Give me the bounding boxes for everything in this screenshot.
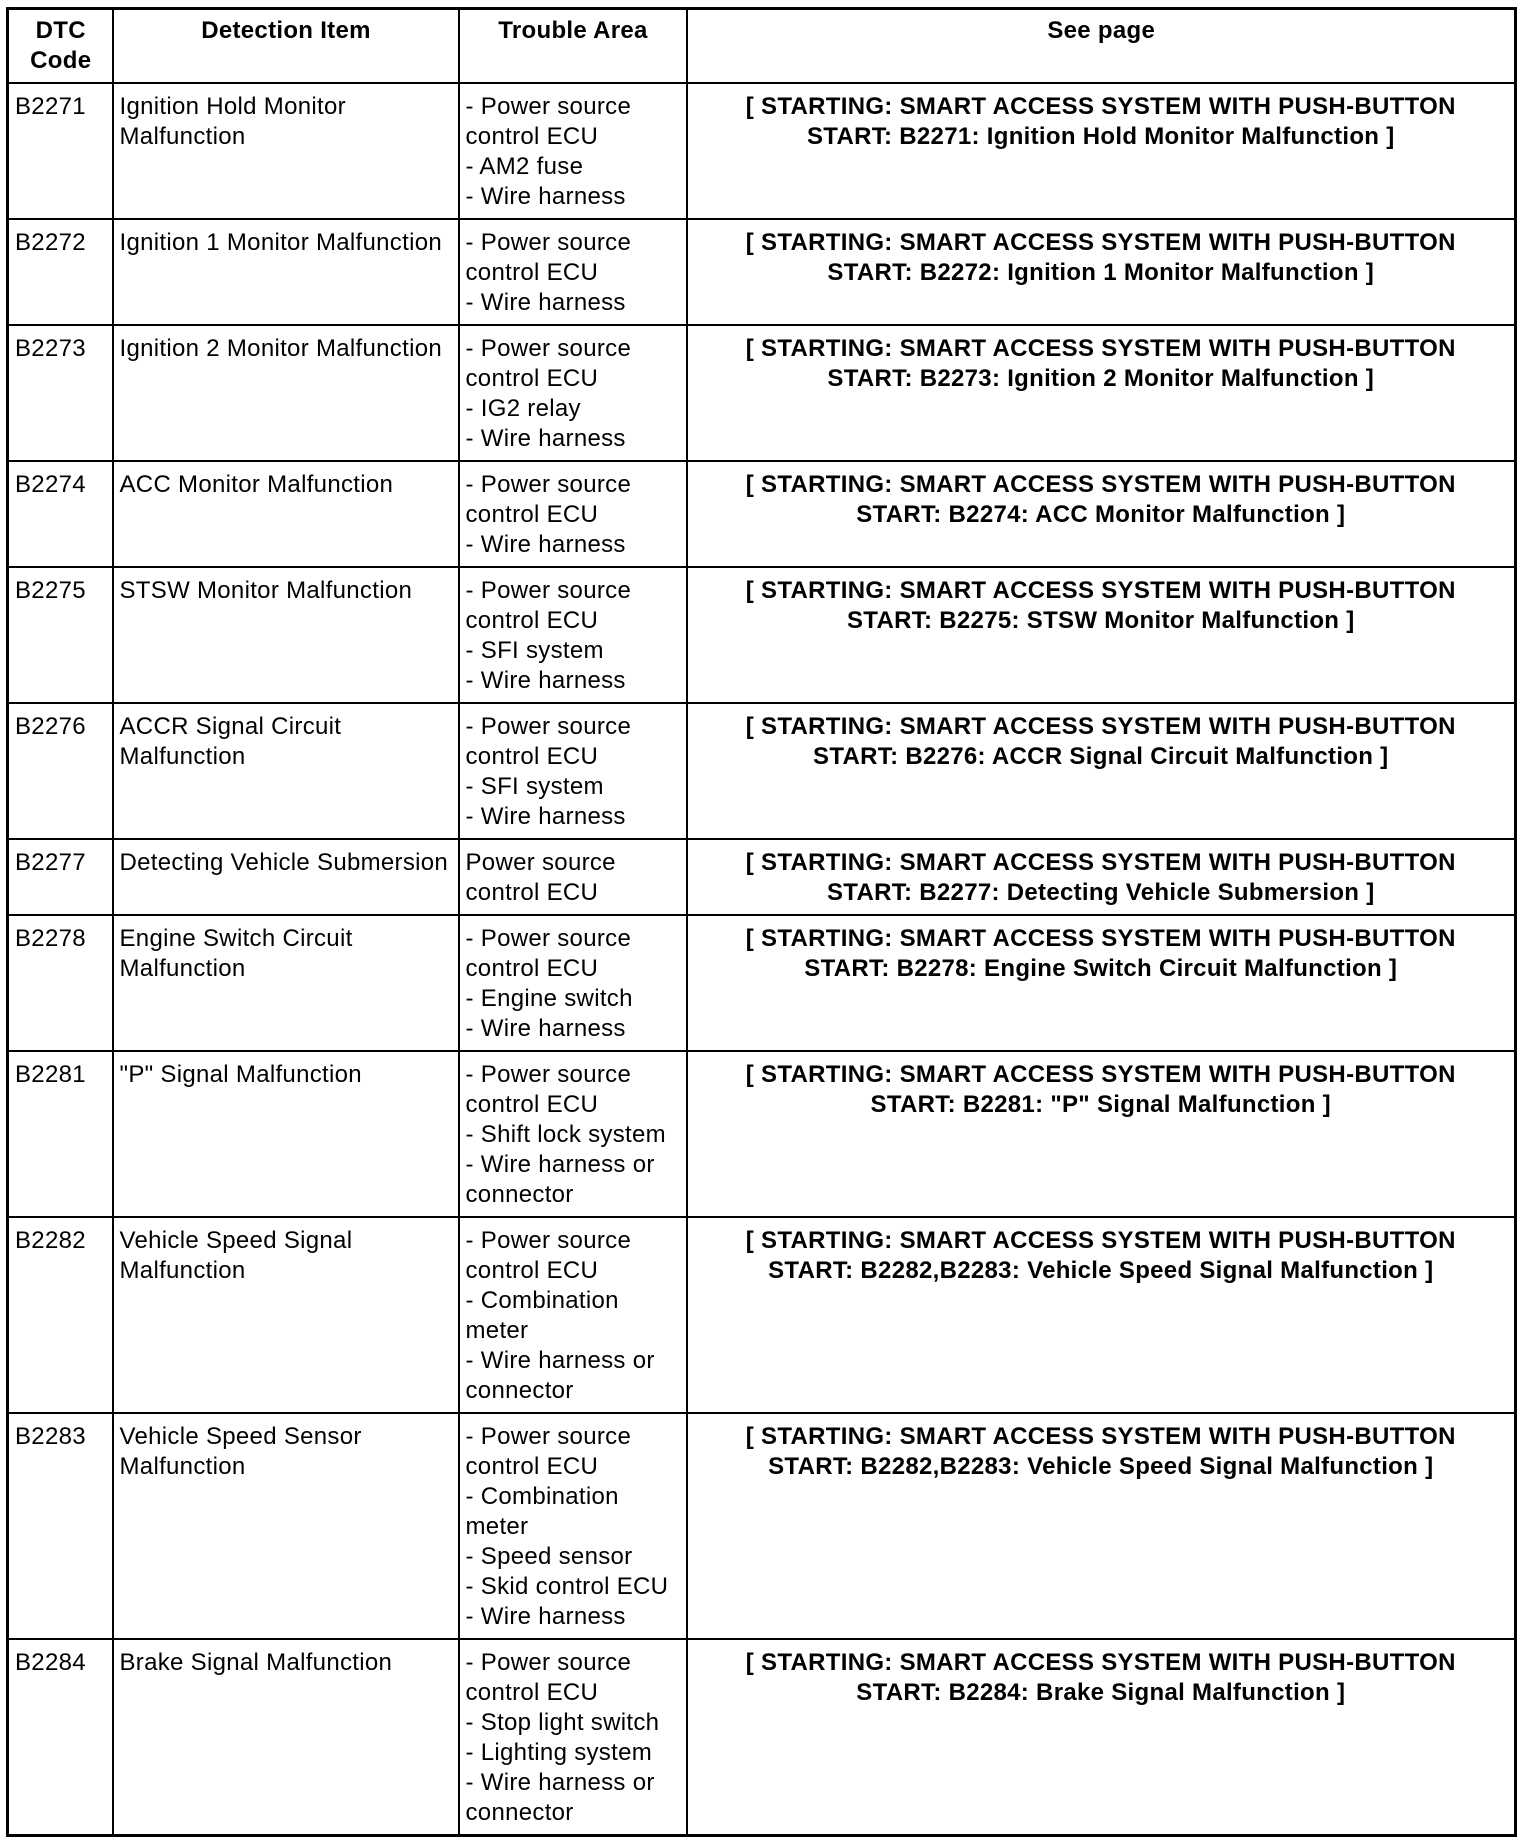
table-row: [8, 567, 1516, 703]
dtc-document: [6, 7, 1514, 1837]
see-page-link[interactable]: [ STARTING: SMART ACCESS SYSTEM WITH PUSH-BUTTON START: B2278: Engine Switch Circuit Malfunction ]: [687, 915, 1516, 1051]
trouble-area-cell: [459, 83, 687, 219]
dtc-code-cell: B2276: [8, 703, 113, 839]
table-row: [8, 83, 1516, 219]
dtc-code-cell: B2273: [8, 325, 113, 461]
trouble-area-entry: - Power source control ECU: [465, 1649, 639, 1706]
header-dtc-code: DTC Code: [8, 9, 113, 84]
trouble-area-cell: [459, 1217, 687, 1413]
dtc-code-cell: B2284: [8, 1639, 113, 1836]
detection-item-cell: "P" Signal Malfunction: [113, 1051, 459, 1217]
trouble-area-entry: - Shift lock system: [465, 1121, 666, 1148]
table-row: [8, 461, 1516, 567]
see-page-link[interactable]: [ STARTING: SMART ACCESS SYSTEM WITH PUSH-BUTTON START: B2275: STSW Monitor Malfunction ]: [687, 567, 1516, 703]
trouble-area-cell: [459, 703, 687, 839]
detection-item-cell: Vehicle Speed Signal Malfunction: [113, 1217, 459, 1413]
trouble-area-cell: [459, 1051, 687, 1217]
trouble-area-entry: - Stop light switch: [465, 1709, 660, 1736]
trouble-area-entry: - Wire harness: [465, 289, 626, 316]
trouble-area-entry: - Wire harness: [465, 183, 626, 210]
dtc-code-cell: B2275: [8, 567, 113, 703]
trouble-area-entry: - Power source control ECU: [465, 229, 639, 286]
trouble-area-entry: - Wire harness or connector: [465, 1769, 662, 1826]
trouble-area-entry: - Wire harness: [465, 1603, 626, 1630]
trouble-area-entry: - Wire harness: [465, 803, 626, 830]
trouble-area-cell: [459, 461, 687, 567]
see-page-link[interactable]: [ STARTING: SMART ACCESS SYSTEM WITH PUSH-BUTTON START: B2273: Ignition 2 Monitor Malfunction ]: [687, 325, 1516, 461]
dtc-code-cell: B2272: [8, 219, 113, 325]
detection-item-cell: Brake Signal Malfunction: [113, 1639, 459, 1836]
see-page-link[interactable]: [ STARTING: SMART ACCESS SYSTEM WITH PUSH-BUTTON START: B2282,B2283: Vehicle Speed Signal Malfunction ]: [687, 1413, 1516, 1639]
table-row: [8, 219, 1516, 325]
dtc-code-cell: B2282: [8, 1217, 113, 1413]
trouble-area-cell: [459, 325, 687, 461]
trouble-area-entry: - Engine switch: [465, 985, 633, 1012]
trouble-area-entry: - Power source control ECU: [465, 713, 639, 770]
see-page-link[interactable]: [ STARTING: SMART ACCESS SYSTEM WITH PUSH-BUTTON START: B2274: ACC Monitor Malfunction ]: [687, 461, 1516, 567]
trouble-area-entry: - Lighting system: [465, 1739, 653, 1766]
trouble-area-cell: [459, 839, 687, 915]
table-header: [8, 9, 1516, 84]
trouble-area-entry: - Power source control ECU: [465, 1061, 639, 1118]
see-page-link[interactable]: [ STARTING: SMART ACCESS SYSTEM WITH PUSH-BUTTON START: B2276: ACCR Signal Circuit Malfunction ]: [687, 703, 1516, 839]
trouble-area-cell: [459, 1639, 687, 1836]
trouble-area-entry: - Power source control ECU: [465, 577, 639, 634]
table-row: [8, 839, 1516, 915]
trouble-area-entry: - Power source control ECU: [465, 925, 639, 982]
trouble-area-entry: - Combination meter: [465, 1483, 626, 1540]
table-row: [8, 325, 1516, 461]
trouble-area-entry: - AM2 fuse: [465, 153, 584, 180]
trouble-area-entry: - Wire harness: [465, 425, 626, 452]
trouble-area-entry: - Wire harness: [465, 531, 626, 558]
trouble-area-entry: - Wire harness or connector: [465, 1151, 662, 1208]
trouble-area-entry: - Power source control ECU: [465, 93, 639, 150]
trouble-area-cell: [459, 1413, 687, 1639]
table-row: [8, 1217, 1516, 1413]
dtc-code-cell: B2281: [8, 1051, 113, 1217]
header-detection-item: Detection Item: [113, 9, 459, 84]
trouble-area-entry: - Wire harness or connector: [465, 1347, 662, 1404]
detection-item-cell: Engine Switch Circuit Malfunction: [113, 915, 459, 1051]
trouble-area-cell: [459, 219, 687, 325]
detection-item-cell: Ignition 1 Monitor Malfunction: [113, 219, 459, 325]
dtc-code-cell: B2283: [8, 1413, 113, 1639]
detection-item-cell: ACC Monitor Malfunction: [113, 461, 459, 567]
dtc-code-cell: B2271: [8, 83, 113, 219]
trouble-area-entry: - Wire harness: [465, 667, 626, 694]
trouble-area-entry: - Wire harness: [465, 1015, 626, 1042]
trouble-area-entry: - SFI system: [465, 773, 604, 800]
dtc-code-cell: B2274: [8, 461, 113, 567]
table-body: [8, 83, 1516, 1836]
see-page-link[interactable]: [ STARTING: SMART ACCESS SYSTEM WITH PUSH-BUTTON START: B2277: Detecting Vehicle Submersion ]: [687, 839, 1516, 915]
trouble-area-entry: - IG2 relay: [465, 395, 581, 422]
table-row: [8, 703, 1516, 839]
detection-item-cell: ACCR Signal Circuit Malfunction: [113, 703, 459, 839]
trouble-area-entry: - Power source control ECU: [465, 335, 639, 392]
dtc-code-cell: B2277: [8, 839, 113, 915]
dtc-table: [6, 7, 1517, 1837]
detection-item-cell: Detecting Vehicle Submersion: [113, 839, 459, 915]
trouble-area-entry: - Speed sensor: [465, 1543, 633, 1570]
trouble-area-entry: Power source control ECU: [465, 849, 623, 906]
header-row: [8, 9, 1516, 84]
see-page-link[interactable]: [ STARTING: SMART ACCESS SYSTEM WITH PUSH-BUTTON START: B2271: Ignition Hold Monitor Malfunction ]: [687, 83, 1516, 219]
table-row: [8, 1413, 1516, 1639]
see-page-link[interactable]: [ STARTING: SMART ACCESS SYSTEM WITH PUSH-BUTTON START: B2282,B2283: Vehicle Speed Signal Malfunction ]: [687, 1217, 1516, 1413]
trouble-area-cell: [459, 915, 687, 1051]
trouble-area-entry: - Power source control ECU: [465, 1227, 639, 1284]
trouble-area-entry: - SFI system: [465, 637, 604, 664]
header-trouble-area: Trouble Area: [459, 9, 687, 84]
see-page-link[interactable]: [ STARTING: SMART ACCESS SYSTEM WITH PUSH-BUTTON START: B2272: Ignition 1 Monitor Malfunction ]: [687, 219, 1516, 325]
detection-item-cell: STSW Monitor Malfunction: [113, 567, 459, 703]
trouble-area-entry: - Power source control ECU: [465, 471, 639, 528]
trouble-area-cell: [459, 567, 687, 703]
table-row: [8, 915, 1516, 1051]
detection-item-cell: Ignition Hold Monitor Malfunction: [113, 83, 459, 219]
see-page-link[interactable]: [ STARTING: SMART ACCESS SYSTEM WITH PUSH-BUTTON START: B2284: Brake Signal Malfunction ]: [687, 1639, 1516, 1836]
table-row: [8, 1639, 1516, 1836]
trouble-area-entry: - Skid control ECU: [465, 1573, 669, 1600]
trouble-area-entry: - Combination meter: [465, 1287, 626, 1344]
table-row: [8, 1051, 1516, 1217]
detection-item-cell: Ignition 2 Monitor Malfunction: [113, 325, 459, 461]
trouble-area-entry: - Power source control ECU: [465, 1423, 639, 1480]
dtc-code-cell: B2278: [8, 915, 113, 1051]
detection-item-cell: Vehicle Speed Sensor Malfunction: [113, 1413, 459, 1639]
see-page-link[interactable]: [ STARTING: SMART ACCESS SYSTEM WITH PUSH-BUTTON START: B2281: "P" Signal Malfunction ]: [687, 1051, 1516, 1217]
header-see-page: See page: [687, 9, 1516, 84]
